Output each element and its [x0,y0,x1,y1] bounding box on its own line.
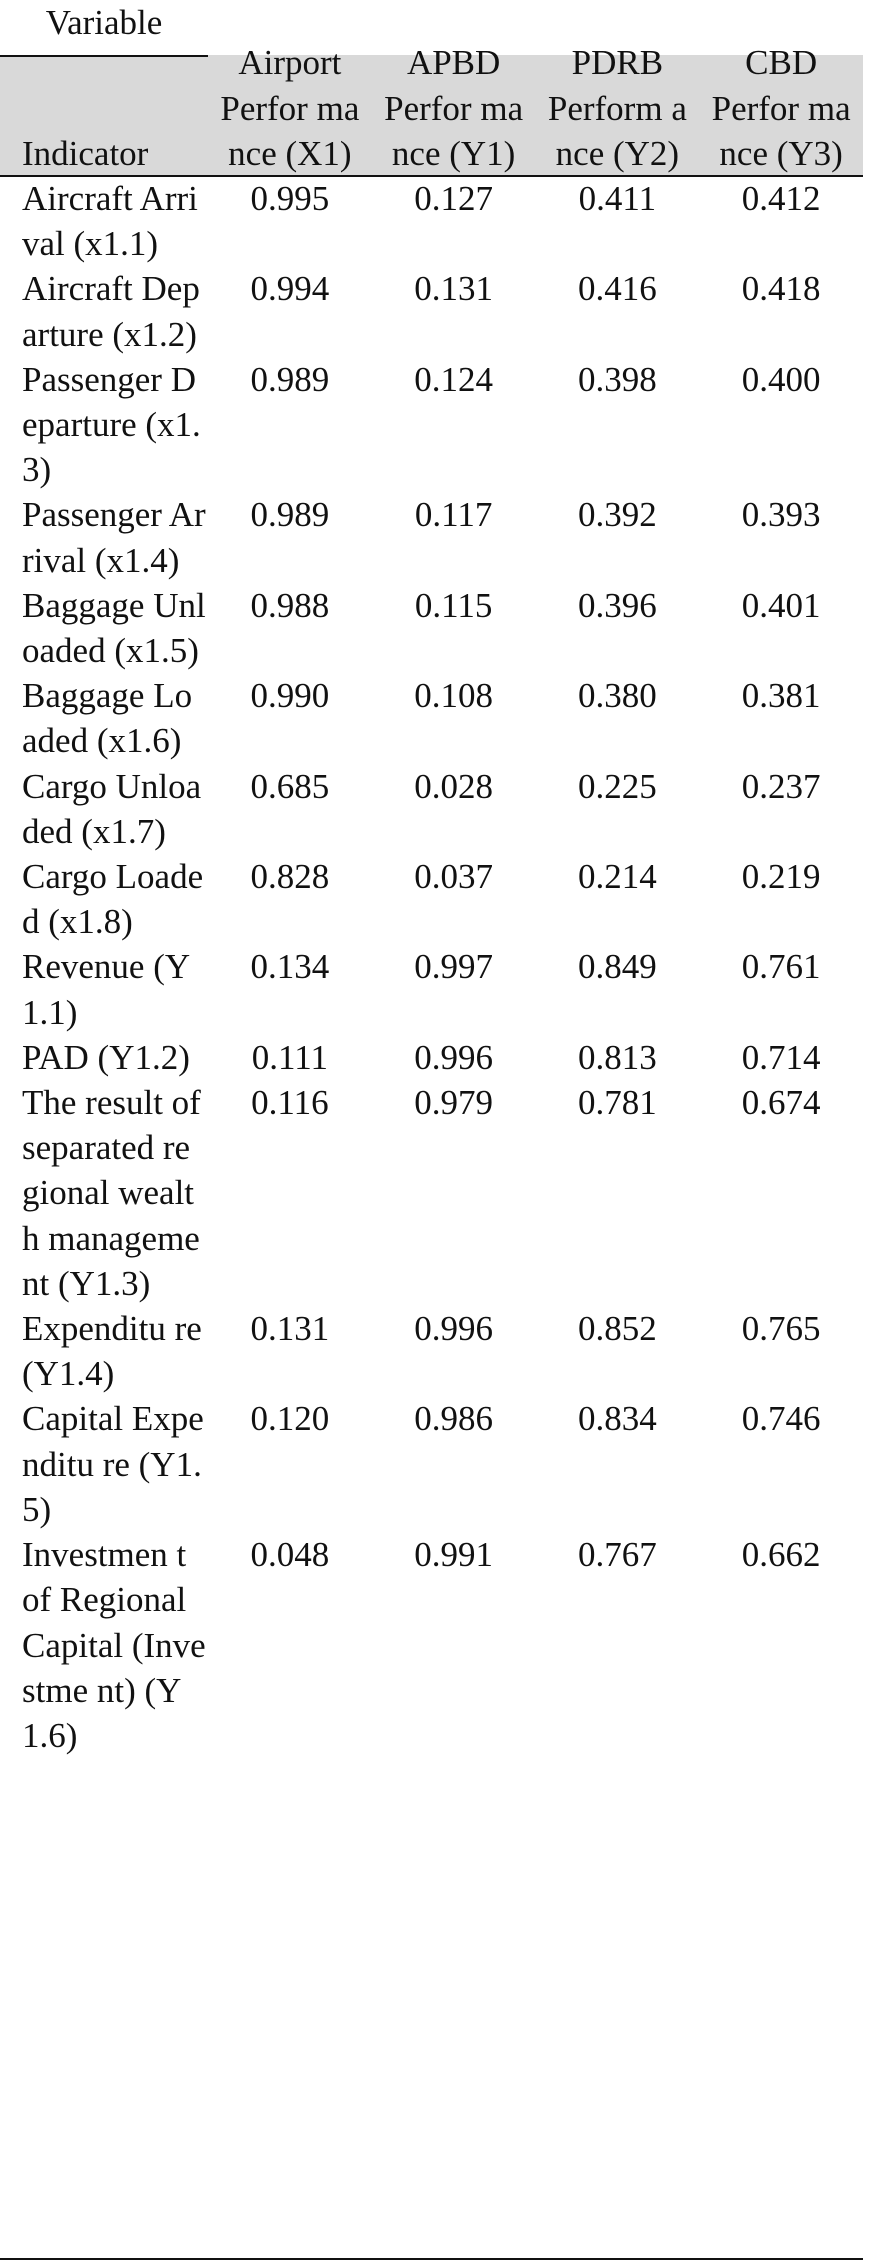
indicator-cell: Capital Expenditu re (Y1.5) [22,1399,204,1529]
value-cell: 0.108 [414,676,493,716]
value-cell: 0.115 [414,585,493,625]
value-cell: 0.412 [741,179,821,218]
value-cell: 0.662 [741,1535,821,1575]
column-subtitle: Perfor mance (Y1) [384,88,524,173]
value-cell: 0.852 [578,1309,657,1349]
indicator-cell: Aircraft Arrival (x1.1) [22,179,198,264]
table-row [0,492,863,582]
table-row [0,266,863,356]
value-cell: 0.392 [578,495,657,535]
value-cell: 0.986 [414,1399,493,1439]
table-row [0,764,863,854]
column-header-cbd [699,0,863,176]
value-cell: 0.401 [741,585,821,625]
indicator-cell: Passenger Departure (x1.3) [22,359,201,490]
value-cell: 0.781 [578,1083,657,1123]
value-cell: 0.411 [578,179,657,218]
value-cell: 0.131 [414,269,493,309]
indicator-cell: Passenger Arrival (x1.4) [22,495,206,580]
indicator-cell: Investmen t of Regional Capital (Investme nt) (Y1.6) [22,1535,206,1755]
value-cell: 0.416 [578,269,657,309]
corner-header-cell [0,0,208,176]
indicator-cell: Aircraft Departure (x1.2) [22,269,200,354]
value-cell: 0.990 [250,676,330,716]
value-cell: 0.685 [250,766,330,806]
indicator-label: Indicator [22,133,149,173]
value-cell: 0.989 [250,359,330,399]
value-cell: 0.225 [578,766,657,806]
value-cell: 0.134 [250,947,330,987]
value-cell: 0.994 [250,269,330,309]
indicator-cell: Baggage Loaded (x1.6) [22,676,193,761]
value-cell: 0.834 [578,1399,657,1439]
value-cell: 0.048 [250,1535,330,1575]
value-cell: 0.398 [578,359,657,399]
value-cell: 0.996 [414,1037,493,1077]
table-row [0,854,863,944]
table-row [0,944,863,1034]
value-cell: 0.997 [414,947,493,987]
value-cell: 0.396 [578,585,657,625]
value-cell: 0.714 [741,1037,821,1077]
indicator-cell: Cargo Unloaded (x1.7) [22,766,202,851]
header-bottom-rule [0,175,863,177]
value-cell: 0.767 [578,1535,657,1575]
indicator-cell: Cargo Loaded (x1.8) [22,857,204,942]
table-row [0,1306,863,1396]
column-header-apbd [372,0,536,176]
value-cell: 0.418 [741,269,821,309]
value-cell: 0.219 [741,857,821,897]
value-cell: 0.381 [741,676,821,716]
value-cell: 0.813 [578,1037,657,1077]
value-cell: 0.214 [578,857,657,897]
variable-label: Variable [45,3,163,42]
value-cell: 0.120 [250,1399,330,1439]
column-title: CBD [745,43,818,83]
value-cell: 0.127 [414,179,493,218]
value-cell: 0.117 [414,495,493,535]
table-row [0,1080,863,1306]
value-cell: 0.989 [250,495,330,535]
value-cell: 0.131 [250,1309,330,1349]
indicator-cell: Expenditu re (Y1.4) [22,1309,202,1394]
value-cell: 0.037 [414,857,493,897]
table-row [0,357,863,493]
table-row [0,1532,863,1758]
indicator-cell: The result of separated regional wealth manageme nt (Y1.3) [22,1083,201,1303]
table-row [0,1396,863,1532]
value-cell: 0.124 [414,359,493,399]
value-cell: 0.393 [741,495,821,535]
value-cell: 0.746 [741,1399,821,1439]
table-row [0,583,863,673]
indicator-cell: PAD (Y1.2) [22,1037,190,1077]
value-cell: 0.988 [250,585,330,625]
value-cell: 0.400 [741,359,821,399]
value-cell: 0.028 [414,766,493,806]
value-cell: 0.111 [251,1037,328,1077]
value-cell: 0.828 [250,857,330,897]
value-cell: 0.674 [741,1083,821,1123]
column-title: PDRB [571,43,664,83]
table-row [0,176,863,266]
table-bottom-rule [0,2258,863,2260]
value-cell: 0.380 [578,676,657,716]
table-header-row [0,0,863,176]
column-header-pdrb [536,0,700,176]
header-divider-rule [0,55,208,57]
column-subtitle: Perfor mance (X1) [220,88,360,173]
column-header-airport [208,0,372,176]
value-cell: 0.996 [414,1309,493,1349]
column-title: APBD [406,43,501,83]
value-cell: 0.995 [250,179,330,218]
table-row [0,673,863,763]
value-cell: 0.991 [414,1535,493,1575]
indicator-cell: Baggage Unloaded (x1.5) [22,585,206,671]
table-row [0,1035,863,1080]
value-cell: 0.765 [741,1309,821,1349]
value-cell: 0.849 [578,947,657,987]
value-cell: 0.116 [251,1083,329,1123]
value-cell: 0.237 [741,766,821,806]
column-subtitle: Perform ance (Y2) [547,88,687,173]
value-cell: 0.979 [414,1083,493,1123]
value-cell: 0.761 [741,947,821,987]
column-title: Airport [238,43,342,83]
indicator-cell: Revenue (Y1.1) [22,947,191,1032]
column-subtitle: Perfor mance (Y3) [711,88,851,173]
